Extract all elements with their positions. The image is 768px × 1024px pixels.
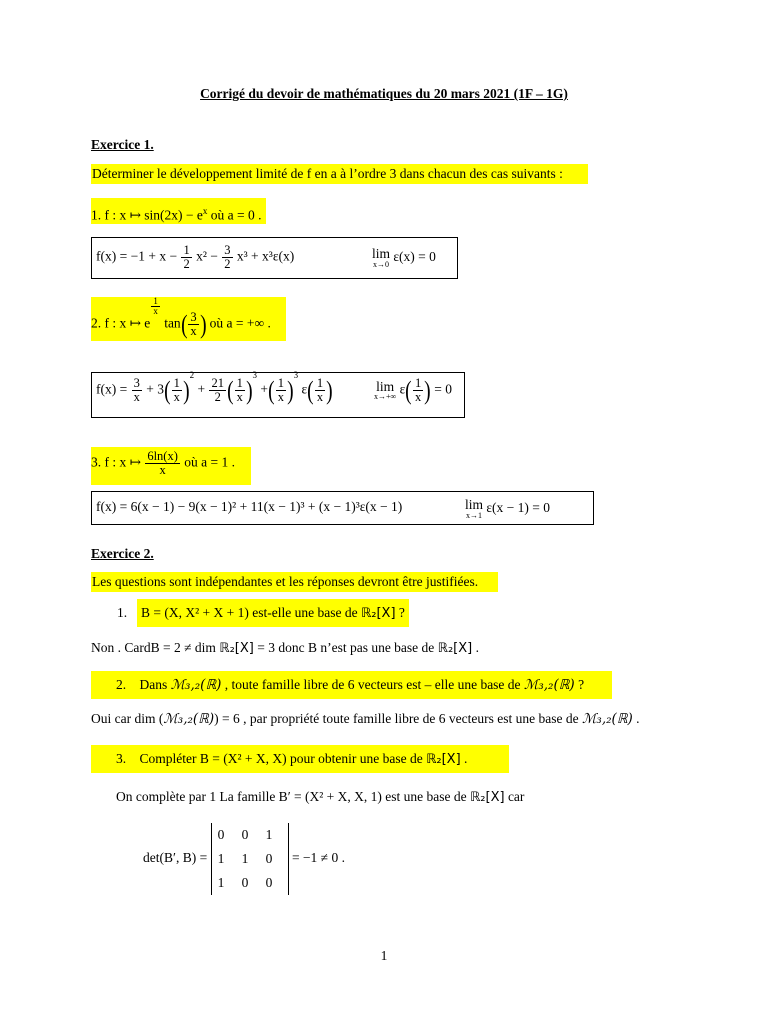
- answer-1-2-lhs: f(x) =: [96, 381, 128, 397]
- answer-2-1-middle: = 3 donc B n’est pas une base de: [253, 640, 438, 655]
- answer-1-2-box: [91, 372, 465, 418]
- determinant-matrix: [211, 823, 289, 895]
- answer-2-2-end: .: [632, 711, 640, 726]
- answer-2-1-text: Non . CardB = 2 ≠ dim: [91, 640, 220, 655]
- denominator: x: [236, 390, 243, 405]
- lim-subscript: x→0: [373, 259, 389, 269]
- numerator: 3: [224, 243, 231, 257]
- question-2-2-end: ?: [574, 677, 585, 692]
- question-2-1-text: B = (X, X² + X + 1) est-elle une base de: [141, 605, 361, 620]
- answer-2-3: [116, 789, 524, 805]
- answer-1-1-mid: x² −: [196, 248, 218, 264]
- fraction: [181, 244, 191, 271]
- answer-2-1-end: .: [472, 640, 479, 655]
- lim-label: lim: [465, 497, 484, 512]
- question-2-3-text: Compléter B = (X² + X, X) pour obtenir une base de: [139, 751, 427, 766]
- limit-operator: [465, 498, 483, 520]
- answer-2-1: [91, 640, 479, 656]
- question-2-1: [137, 599, 409, 627]
- denominator: 2: [183, 257, 190, 272]
- question-1-2-line: [91, 296, 271, 339]
- denominator: x: [133, 390, 140, 405]
- right-paren: ): [245, 375, 253, 405]
- question-1-3-line: [91, 450, 235, 477]
- answer-1-1-box: [91, 237, 458, 279]
- matrix-cell: 0: [241, 827, 249, 842]
- polynomial-space: ℝ₂[X]: [470, 790, 505, 805]
- question-1-3-prefix: 3. f : x ↦: [91, 454, 141, 470]
- left-paren: (: [268, 375, 275, 405]
- right-paren: ): [182, 375, 190, 405]
- question-2-2-text: Dans: [139, 677, 171, 692]
- question-2-2-middle: , toute famille libre de 6 vecteurs est – elle une base de: [221, 677, 524, 692]
- left-paren: (: [227, 375, 234, 405]
- polynomial-space: ℝ₂[X]: [426, 752, 461, 767]
- numerator: 1: [153, 296, 158, 306]
- denominator: x: [277, 390, 284, 405]
- fraction: [276, 377, 286, 404]
- answer-2-3-end: car: [504, 789, 525, 804]
- matrix-cell: 0: [265, 851, 273, 866]
- document-title: Corrigé du devoir de mathématiques du 20 mars 2021 (1F – 1G): [200, 86, 568, 101]
- fraction: [188, 311, 198, 338]
- numerator: 21: [211, 376, 224, 390]
- question-2-3-number: 3.: [116, 751, 127, 766]
- question-1-1-prefix: 1. f : x ↦ sin(2x) − e: [91, 207, 203, 223]
- left-paren: (: [405, 375, 412, 405]
- question-2-1-number: 1.: [117, 605, 128, 620]
- determinant-lhs: det(B′, B) =: [143, 850, 208, 866]
- exercise-2-instruction: Les questions sont indépendantes et les réponses devront être justifiées.: [91, 572, 498, 592]
- plus-sign: +: [197, 381, 206, 397]
- fraction: [145, 450, 180, 477]
- page-number: 1: [380, 948, 388, 963]
- denominator: 2: [214, 390, 221, 405]
- answer-1-1-limit-rhs: ε(x) = 0: [393, 248, 436, 264]
- matrix-cell: 0: [217, 827, 225, 842]
- answer-1-2-limit-rhs: = 0: [434, 381, 452, 397]
- question-1-2: [91, 297, 286, 341]
- matrix-cell: 0: [265, 875, 273, 890]
- question-1-2-prefix: 2. f : x ↦ e: [91, 315, 151, 331]
- lim-label: lim: [376, 378, 395, 394]
- question-2-3: [91, 745, 509, 773]
- answer-1-3-limit-rhs: ε(x − 1) = 0: [486, 499, 551, 515]
- question-1-3: [91, 447, 251, 485]
- denominator: x: [316, 390, 324, 405]
- matrix-cell: 1: [217, 851, 225, 866]
- exercise-1-instruction: Déterminer le développement limité de f en a à l’ordre 3 dans chacun des cas suivants :: [91, 164, 588, 184]
- matrix-space: ℳ₃,₂(ℝ): [523, 677, 575, 693]
- answer-1-1-formula: [96, 244, 294, 271]
- numerator: 1: [316, 376, 324, 390]
- denominator: x: [173, 390, 180, 405]
- numerator: 1: [173, 376, 180, 390]
- question-2-3-end: .: [460, 751, 468, 766]
- answer-1-1-lhs: f(x) = −1 + x −: [96, 248, 178, 264]
- numerator: 1: [236, 376, 243, 390]
- limit-operator: [372, 247, 390, 269]
- denominator: x: [153, 306, 158, 317]
- numerator: 1: [414, 376, 422, 390]
- question-2-1-end: ?: [395, 605, 405, 620]
- answer-1-2-formula: [96, 370, 333, 405]
- question-2-2-number: 2.: [116, 677, 127, 692]
- question-1-1: [91, 198, 266, 224]
- fraction: [209, 377, 226, 404]
- denominator: x: [159, 463, 166, 478]
- question-1-1-exponent: x: [202, 206, 208, 216]
- fraction: [172, 377, 182, 404]
- matrix-cell: 1: [241, 851, 249, 866]
- matrix-space: ℳ₃,₂(ℝ): [582, 711, 633, 727]
- matrix-space: ℳ₃,₂(ℝ): [163, 711, 215, 727]
- polynomial-space: ℝ₂[X]: [437, 641, 473, 656]
- answer-1-3-box: [91, 491, 594, 525]
- question-1-2-suffix: où a = +∞ .: [209, 315, 271, 331]
- numerator: 3: [133, 376, 140, 390]
- fraction: [132, 377, 142, 404]
- question-1-3-suffix: où a = 1 .: [184, 454, 235, 470]
- numerator: 6ln(x): [147, 449, 178, 463]
- answer-2-3-text: On complète par 1 La famille B′ = (X² + X, X, 1) est une base de: [116, 789, 470, 804]
- answer-1-1-tail: x³ + x³ε(x): [236, 248, 295, 264]
- right-paren: ): [287, 375, 294, 405]
- plus-three: + 3: [146, 381, 164, 397]
- epsilon: ε: [399, 381, 406, 397]
- lim-subscript: x→+∞: [374, 392, 397, 402]
- question-1-1-suffix: où a = 0 .: [207, 207, 262, 223]
- lim-label: lim: [372, 246, 391, 261]
- fraction: [413, 377, 423, 404]
- fraction: [222, 244, 232, 271]
- matrix-cell: 1: [265, 827, 273, 842]
- right-paren: ): [326, 375, 333, 405]
- tan-label: tan: [164, 315, 181, 331]
- matrix-space: ℳ₃,₂(ℝ): [170, 677, 222, 693]
- answer-2-2: [91, 711, 640, 727]
- answer-1-3-limit: [465, 498, 550, 520]
- left-paren: (: [307, 375, 314, 405]
- numerator: 1: [183, 243, 190, 257]
- determinant-rhs: = −1 ≠ 0 .: [291, 850, 345, 866]
- right-paren: ): [424, 375, 431, 405]
- numerator: 1: [277, 376, 284, 390]
- left-paren: (: [164, 375, 171, 405]
- denominator: x: [190, 324, 197, 339]
- plus-sign: +: [260, 381, 269, 397]
- answer-2-2-text: Oui car dim (: [91, 711, 164, 726]
- answer-1-3-formula: f(x) = 6(x − 1) − 9(x − 1)² + 11(x − 1)³ + (x − 1)³ε(x − 1): [96, 499, 403, 514]
- exercise-2-heading: Exercice 2.: [91, 546, 154, 561]
- answer-1-1-limit: [372, 247, 436, 269]
- denominator: x: [414, 390, 422, 405]
- denominator: 2: [224, 257, 231, 272]
- lim-subscript: x→1: [466, 510, 482, 520]
- matrix-cell: 0: [241, 875, 249, 890]
- exponent: 3: [252, 370, 258, 381]
- answer-2-2-middle: ) = 6 , par propriété toute famille libre de 6 vecteurs est une base de: [214, 711, 582, 726]
- polynomial-space: ℝ₂[X]: [219, 641, 254, 656]
- right-paren: ): [199, 309, 207, 339]
- exponent: 2: [189, 370, 195, 381]
- exercise-1-heading: Exercice 1.: [91, 137, 154, 152]
- numerator: 3: [190, 310, 197, 324]
- exponent-fraction: [151, 297, 160, 317]
- limit-operator: [374, 380, 396, 402]
- left-paren: (: [180, 309, 188, 339]
- determinant-equation: [143, 823, 345, 895]
- answer-1-2-limit: [374, 377, 452, 404]
- fraction: [315, 377, 325, 404]
- question-2-2: [91, 671, 612, 699]
- epsilon: ε: [301, 381, 308, 397]
- polynomial-space: ℝ₂[X]: [360, 606, 396, 621]
- fraction: [235, 377, 245, 404]
- exponent: 3: [293, 370, 299, 381]
- matrix-cell: 1: [217, 875, 225, 890]
